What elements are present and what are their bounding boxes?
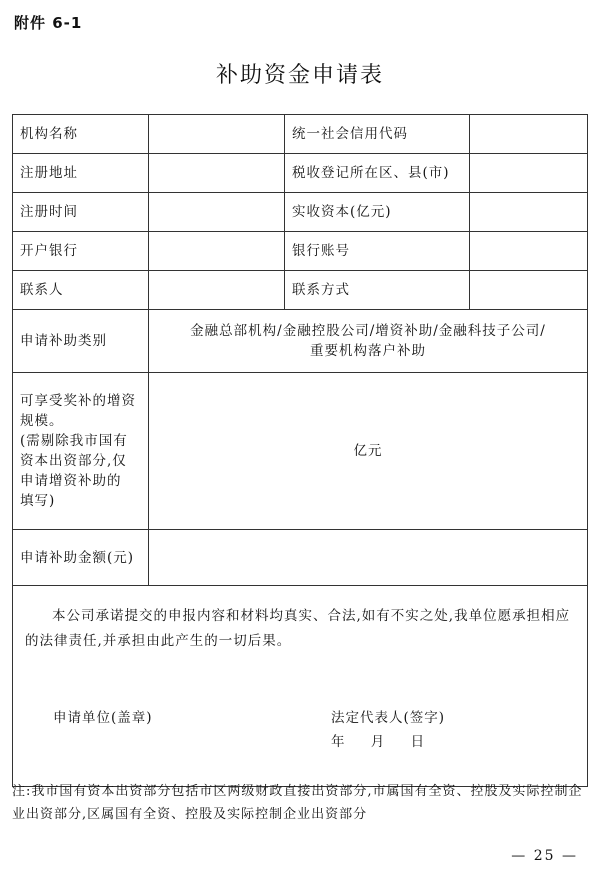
subsidy-type-options[interactable] (149, 310, 588, 373)
table-row (13, 232, 588, 271)
label-line: (需剔除我市国有 (20, 433, 128, 449)
bank-label: 开户银行 (13, 232, 149, 271)
reg-address-field[interactable] (149, 154, 285, 193)
page-number: — 25 — (511, 848, 578, 864)
form-title: 补助资金申请表 (215, 63, 384, 88)
reg-time-field[interactable] (149, 193, 285, 232)
subsidy-type-line: 金融总部机构/金融控股公司/增资补助/金融科技子公司/ (190, 323, 546, 339)
contact-method-label: 联系方式 (285, 271, 470, 310)
bank-field[interactable] (149, 232, 285, 271)
label-line: 规模。 (20, 413, 64, 429)
label-line: 填写) (20, 493, 56, 509)
table-row (13, 310, 588, 373)
credit-code-field[interactable] (470, 115, 588, 154)
subsidy-type-line: 重要机构落户补助 (310, 343, 426, 359)
applicant-seal-label: 申请单位(盖章) (53, 710, 153, 726)
tax-district-field[interactable] (470, 154, 588, 193)
legal-rep-signature-label: 法定代表人(签字) (331, 710, 446, 726)
table-row (13, 586, 588, 787)
tax-district-label: 税收登记所在区、县(市) (285, 154, 470, 193)
amount-label: 申请补助金额(元) (13, 530, 149, 586)
paid-capital-label: 实收资本(亿元) (285, 193, 470, 232)
table-row (13, 193, 588, 232)
table-row (13, 154, 588, 193)
date-label: 年 月 日 (331, 734, 429, 750)
reg-time-label: 注册时间 (13, 193, 149, 232)
commitment-section (13, 586, 588, 787)
amount-field[interactable] (149, 530, 588, 586)
paid-capital-field[interactable] (470, 193, 588, 232)
institution-name-field[interactable] (149, 115, 285, 154)
label-line: 申请增资补助的 (20, 473, 122, 489)
account-field[interactable] (470, 232, 588, 271)
label-line: 可享受奖补的增资 (20, 393, 136, 409)
table-row (13, 530, 588, 586)
application-form-table (12, 114, 588, 787)
capital-increase-unit: 亿元 (353, 443, 383, 459)
reg-address-label: 注册地址 (13, 154, 149, 193)
commitment-text: 本公司承诺提交的申报内容和材料均真实、合法,如有不实之处,我单位愿承担相应的法律责任,并承担由此产生的一切后果。 (25, 608, 571, 649)
credit-code-label: 统一社会信用代码 (285, 115, 470, 154)
contact-label: 联系人 (13, 271, 149, 310)
account-label: 银行账号 (285, 232, 470, 271)
subsidy-type-label: 申请补助类别 (13, 310, 149, 373)
table-row (13, 271, 588, 310)
attachment-label: 附件 6-1 (14, 14, 83, 32)
capital-increase-field[interactable] (149, 373, 588, 530)
capital-increase-label (13, 373, 149, 530)
table-row (13, 373, 588, 530)
contact-method-field[interactable] (470, 271, 588, 310)
footnote: 注:我市国有资本出资部分包括市区两级财政直接出资部分,市属国有全资、控股及实际控制企业出资部分,区属国有全资、控股及实际控制企业出资部分 (12, 784, 583, 822)
institution-name-label: 机构名称 (13, 115, 149, 154)
table-row (13, 115, 588, 154)
label-line: 资本出资部分,仅 (20, 453, 127, 469)
contact-field[interactable] (149, 271, 285, 310)
